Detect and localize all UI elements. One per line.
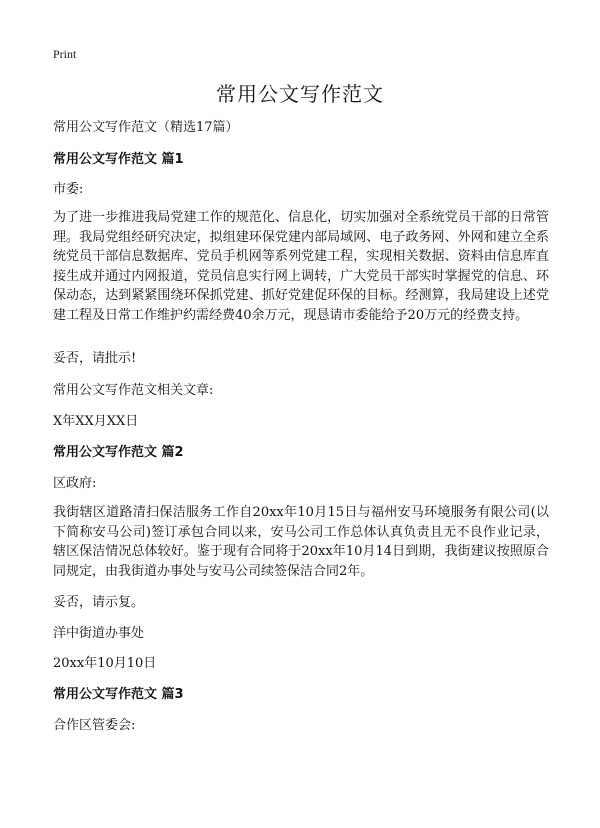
print-link[interactable]: Print [53, 47, 77, 61]
section-heading-2: 常用公文写作范文 篇2 [53, 445, 184, 460]
document-subtitle: 常用公文写作范文（精选17篇） [53, 120, 239, 135]
page-title: 常用公文写作范文 [216, 82, 384, 106]
signature-2: 洋中街道办事处 [53, 626, 145, 641]
salutation-1: 市委: [53, 182, 84, 197]
body-paragraph-1: 为了进一步推进我局党建工作的规范化、信息化，切实加强对全系统党员干部的日常管理。我局党组经研究决定，拟组建环保党建内部局域网、电子政务网、外网和建立全系统党员干部信息数据库、党员手机网等系列党建工程，实现相关数据、资料由信息库直接生成并通过内网报道，党员信息实行网上调转，广大党员干部实时掌握党的信息、环保动态，达到紧紧围绕环保抓党建、抓好党建促环保的目标。经测算，我局建设上述党建工程及日常工作维护约需经费40余万元，现恳请市委能给予20万元的经费支持。 [53, 210, 549, 323]
date-2: 20xx年10月10日 [53, 656, 157, 671]
closing-1: 妥否，请批示! [53, 351, 137, 366]
salutation-3: 合作区管委会: [53, 718, 136, 733]
closing-2: 妥否，请示复。 [53, 595, 145, 610]
salutation-2: 区政府: [53, 476, 97, 491]
date-1: X年XX月XX日 [53, 414, 139, 429]
section-heading-1: 常用公文写作范文 篇1 [53, 152, 184, 167]
related-articles-label: 常用公文写作范文相关文章: [53, 383, 214, 398]
section-heading-3: 常用公文写作范文 篇3 [53, 687, 184, 702]
body-paragraph-2: 我街辖区道路清扫保洁服务工作自20xx年10月15日与福州安马环境服务有限公司(以下简称安马公司)签订承包合同以来，安马公司工作总体认真负责且无不良作业记录，辖区保洁情况总体较好。鉴于现有合同将于20xx年10月14日到期，我街建议按照原合同规定，由我街道办事处与安马公司续签保洁合同2年。 [53, 505, 549, 579]
